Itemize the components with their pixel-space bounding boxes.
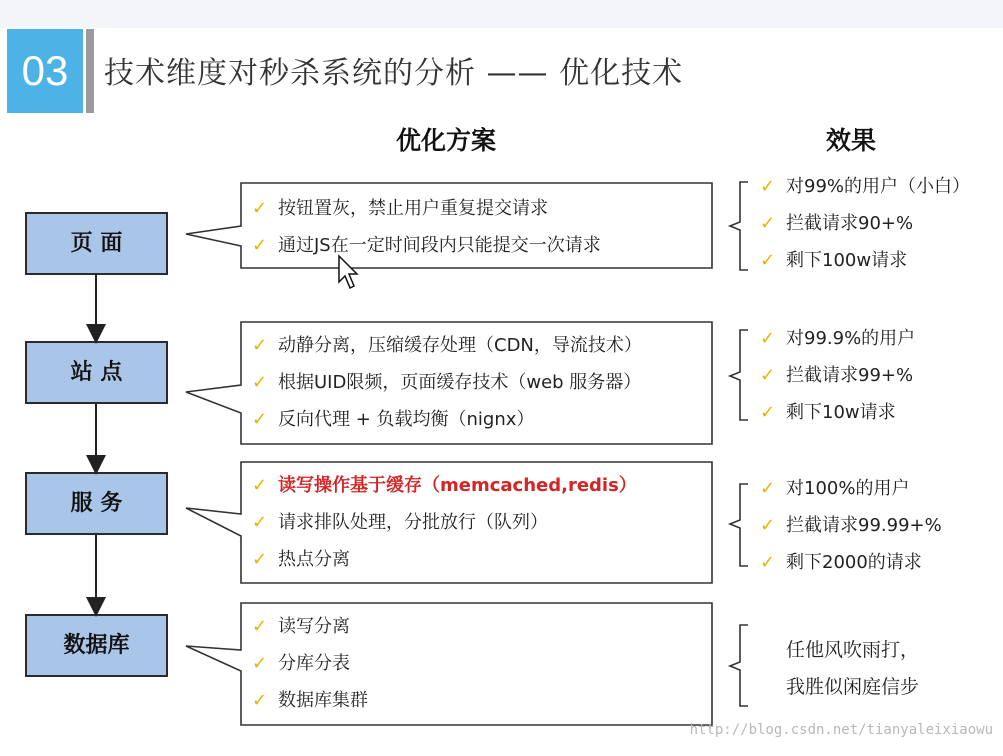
effects-service — [760, 470, 942, 581]
check-icon: ✓ — [760, 176, 776, 197]
optimization-header: 优化方案 — [396, 126, 497, 155]
check-icon: ✓ — [252, 616, 268, 637]
check-icon: ✓ — [760, 515, 776, 536]
check-icon: ✓ — [252, 409, 268, 430]
list-item: ✓ 分库分表 — [252, 645, 368, 682]
watermark: http://blog.csdn.net/tianyaleixiaowu — [689, 722, 993, 738]
list-item: ✓ 反向代理 + 负载均衡（nignx） — [252, 401, 642, 438]
check-icon: ✓ — [760, 402, 776, 423]
list-item: ✓ 对99.9%的用户 — [760, 320, 915, 357]
check-icon: ✓ — [760, 365, 776, 386]
check-icon: ✓ — [252, 335, 268, 356]
list-item: ✓ 拦截请求90+% — [760, 205, 970, 242]
list-item: ✓ 剩下10w请求 — [760, 394, 915, 431]
effects-page — [760, 168, 970, 279]
brace-service — [730, 484, 748, 566]
cursor-icon — [335, 252, 363, 292]
effects-site — [760, 320, 915, 431]
check-icon: ✓ — [252, 549, 268, 570]
layer-box-site: 站 点 — [25, 341, 168, 404]
list-item: ✓ 通过JS在一定时间段内只能提交一次请求 — [252, 227, 601, 264]
list-item: ✓ 对99%的用户（小白） — [760, 168, 970, 205]
list-item-highlighted: ✓ 读写操作基于缓存（memcached,redis） — [252, 467, 637, 504]
list-item: ✓ 热点分离 — [252, 541, 637, 578]
brace-database — [730, 625, 748, 706]
motto-line: 任他风吹雨打， — [786, 639, 920, 661]
slide-title: 技术维度对秒杀系统的分析 —— 优化技术 — [104, 56, 684, 91]
list-item: ✓ 根据UID限频，页面缓存技术（web 服务器） — [252, 364, 642, 401]
list-item: ✓ 拦截请求99.99+% — [760, 507, 942, 544]
list-item: ✓ 剩下100w请求 — [760, 242, 970, 279]
list-item: ✓ 按钮置灰，禁止用户重复提交请求 — [252, 190, 601, 227]
check-icon: ✓ — [760, 552, 776, 573]
motto-line: 我胜似闲庭信步 — [786, 676, 920, 698]
layer-box-page: 页 面 — [25, 212, 168, 275]
check-icon: ✓ — [252, 198, 268, 219]
check-icon: ✓ — [252, 235, 268, 256]
list-item: ✓ 读写分离 — [252, 608, 368, 645]
brace-site — [730, 330, 748, 420]
layer-box-database: 数据库 — [25, 614, 168, 677]
check-icon: ✓ — [760, 250, 776, 271]
check-icon: ✓ — [760, 478, 776, 499]
check-icon: ✓ — [252, 372, 268, 393]
check-icon: ✓ — [252, 653, 268, 674]
check-icon: ✓ — [252, 475, 268, 496]
check-icon: ✓ — [760, 328, 776, 349]
slide-number-badge: 03 — [7, 29, 83, 113]
check-icon: ✓ — [252, 690, 268, 711]
list-item: ✓ 动静分离，压缩缓存处理（CDN，导流技术） — [252, 327, 642, 364]
database-motto — [786, 632, 919, 706]
effect-header: 效果 — [826, 126, 877, 155]
list-item: ✓ 请求排队处理，分批放行（队列） — [252, 504, 637, 541]
layer-box-service: 服 务 — [25, 472, 168, 535]
list-item: ✓ 对100%的用户 — [760, 470, 942, 507]
brace-page — [730, 182, 748, 270]
list-item: ✓ 数据库集群 — [252, 682, 368, 719]
list-item: ✓ 拦截请求99+% — [760, 357, 915, 394]
check-icon: ✓ — [252, 512, 268, 533]
list-item: ✓ 剩下2000的请求 — [760, 544, 942, 581]
check-icon: ✓ — [760, 213, 776, 234]
